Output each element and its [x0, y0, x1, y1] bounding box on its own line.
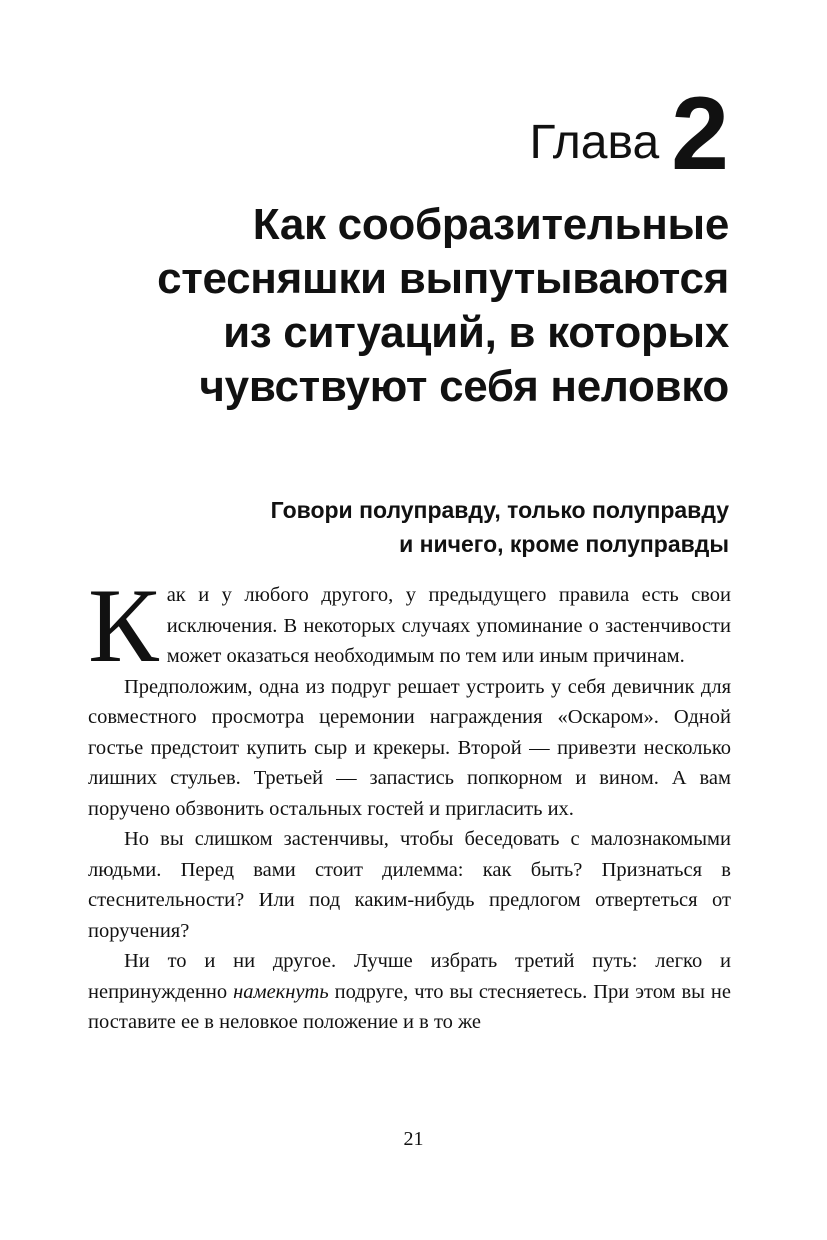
chapter-title-line: стесняшки выпутываются	[157, 254, 729, 303]
body-text	[88, 567, 731, 1038]
paragraph-text: подруге, что вы стесняетесь. При этом вы не поставите ее в неловкое положение и в то же	[88, 980, 731, 1033]
chapter-title-line: Как сообразительные	[252, 200, 729, 249]
drop-cap: К	[88, 567, 159, 684]
chapter-title	[69, 198, 729, 414]
chapter-heading	[529, 76, 730, 192]
chapter-title-line: чувствуют себя неловко	[199, 362, 729, 411]
paragraph: Предположим, одна из подруг решает устроить у себя девичник для совместного просмотра церемонии награждения «Оскаром». Одной гостье предстоит купить сыр и крекеры. Второй — привезти несколько лишних стульев. Третьей — запастись попкорном и вином. А вам поручено обзвонить остальных гостей и пригласить их.	[88, 675, 731, 820]
section-title-line: Говори полуправду, только полуправду	[270, 497, 729, 523]
chapter-number: 2	[671, 76, 729, 192]
section-title	[109, 493, 729, 561]
chapter-label: Глава	[529, 116, 660, 170]
page-number: 21	[403, 1128, 424, 1150]
paragraph: Но вы слишком застенчивы, чтобы беседовать с малознакомыми людьми. Перед вами стоит дилемма: как быть? Признаться в стеснительности? Или под каким-нибудь предлогом отвертеться от поручения?	[88, 828, 731, 942]
paragraph-text: Ни то и ни другое. Лучше избрать третий путь: легко и непринужденно	[88, 950, 731, 1003]
emphasis-text: намекнуть	[233, 980, 329, 1003]
section-title-line: и ничего, кроме полуправды	[399, 531, 729, 557]
paragraph	[88, 567, 731, 684]
paragraph-text: ак и у любого другого, у предыдущего правила есть свои исключения. В некоторых случаях упоминание о застенчивости может оказаться необходимым по тем или иным причинам.	[166, 584, 731, 667]
paragraph	[88, 946, 731, 1038]
chapter-title-line: из ситуаций, в которых	[223, 308, 729, 357]
